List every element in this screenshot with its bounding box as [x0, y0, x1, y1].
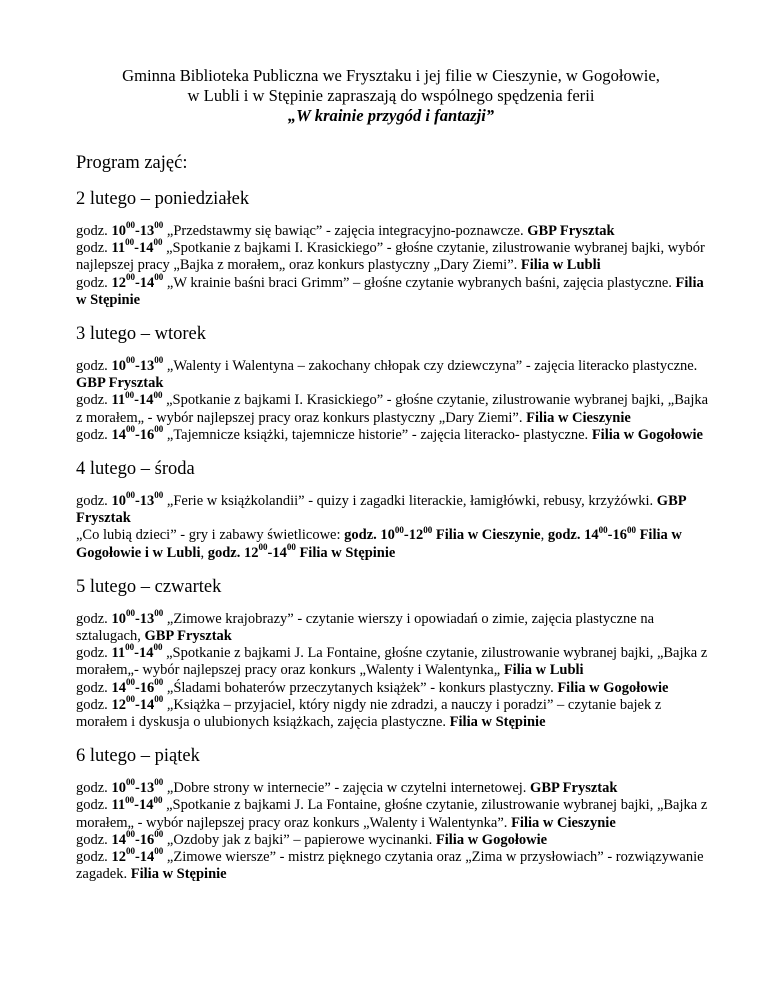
- schedule-entry: [76, 490, 712, 527]
- start-hour: 11: [111, 645, 126, 662]
- start-hour: 11: [111, 797, 126, 814]
- end-hour: 13: [139, 493, 155, 510]
- end-minute: 00: [154, 271, 164, 282]
- start-minute: 00: [125, 642, 135, 653]
- schedule-entry: [76, 355, 712, 392]
- godz-label: godz.: [76, 797, 112, 814]
- entry-description: „Książka – przyjaciel, który nigdy nie zdradzi, a nauczy i poradzi” – czytanie bajek z morałem i dyskusja o ulubionych książkach, zajęcia plastyczne.: [76, 696, 662, 731]
- start-hour: 11: [111, 392, 126, 409]
- end-minute: 00: [154, 355, 164, 366]
- start-minute: 00: [394, 524, 404, 535]
- end-minute: 00: [154, 220, 164, 231]
- entry-location: Filia w Stępinie: [130, 866, 227, 883]
- end-hour: 14: [138, 645, 154, 662]
- start-minute: 00: [125, 389, 135, 400]
- day-section: [76, 323, 712, 444]
- end-minute: 00: [626, 524, 636, 535]
- start-hour: 10: [111, 780, 126, 797]
- start-hour: 14: [111, 426, 126, 443]
- header-line-2: w Lubli i w Stępinie zapraszają do wspólnego spędzenia ferii: [187, 86, 595, 105]
- godz-label: godz.: [76, 392, 112, 409]
- schedule-entry: [76, 237, 712, 274]
- godz-label: godz.: [207, 544, 244, 561]
- end-minute: 00: [153, 389, 163, 400]
- separator: ,: [540, 527, 548, 544]
- start-hour: 12: [243, 544, 259, 561]
- schedule-entry: [76, 389, 712, 426]
- start-minute: 00: [125, 676, 135, 687]
- entry-location: GBP Frysztak: [76, 493, 686, 527]
- day-title: 5 lutego – czwartek: [76, 576, 222, 597]
- schedule-entry: [76, 777, 712, 797]
- entry-description: „Walenty i Walentyna – zakochany chłopak czy dziewczyna” - zajęcia literacko plastyczne.: [163, 358, 698, 375]
- start-hour: 12: [111, 274, 126, 291]
- end-hour: 16: [139, 426, 155, 443]
- entry-location: GBP Frysztak: [530, 780, 618, 797]
- header-line-1: Gminna Biblioteka Publiczna we Frysztaku i jej filie w Cieszynie, w Gogołowie,: [122, 66, 660, 85]
- schedule-entry: [76, 608, 712, 645]
- end-hour: 14: [138, 392, 154, 409]
- day-section: [76, 745, 712, 883]
- entry-location: Filia w Lubli: [520, 257, 601, 274]
- separator: ,: [200, 544, 208, 561]
- start-hour: 10: [111, 493, 126, 510]
- end-hour: 16: [612, 527, 627, 544]
- entry-description: „Spotkanie z bajkami J. La Fontaine, głośne czytanie, zilustrowanie wybranej bajki, „Bajka z morałem„- wybór najlepszej pracy oraz konkurs „Walenty i Walentynka„: [76, 645, 708, 679]
- time-range: $11^{00}-14^{00}$: [111, 389, 163, 409]
- godz-label: godz.: [547, 527, 585, 544]
- end-minute: 00: [154, 424, 164, 434]
- schedule-entry: [76, 271, 712, 309]
- start-minute: 00: [125, 220, 135, 231]
- schedule-entry: [76, 794, 712, 831]
- start-minute: 00: [125, 424, 135, 434]
- entry-description: „Przedstawmy się bawiąc” - zajęcia integracyjno-poznawcze.: [163, 223, 528, 239]
- day-title: 3 lutego – wtorek: [76, 324, 206, 345]
- time-range: $10^{00}-13^{00}$: [111, 355, 164, 375]
- schedule-entry: [76, 424, 712, 444]
- godz-label: godz.: [76, 780, 112, 797]
- godz-label: godz.: [76, 223, 112, 239]
- entry-description: „Ozdoby jak z bajki” – papierowe wycinanki.: [163, 831, 436, 848]
- godz-label: godz.: [76, 849, 112, 866]
- end-hour: 13: [139, 780, 155, 797]
- end-hour: 16: [139, 831, 155, 848]
- end-hour: 14: [139, 849, 155, 866]
- time-range: $14^{00}-16^{00}$: [111, 424, 164, 443]
- entry-location: Filia w Stępinie: [449, 714, 546, 731]
- entry-description: „Ferie w książkolandii” - quizy i zagadki literackie, łamigłówki, rebusy, krzyżówki.: [163, 493, 657, 510]
- start-hour: 10: [380, 527, 395, 544]
- end-minute: 00: [153, 237, 163, 248]
- start-minute: 00: [125, 846, 135, 857]
- entry-location: Filia w Gogołowie: [591, 426, 703, 443]
- end-hour: 12: [408, 527, 424, 544]
- entry-description: „Spotkanie z bajkami I. Krasickiego” - głośne czytanie, zilustrowanie wybranej bajki, „Bajka z morałem„ - wybór najlepszej pracy oraz konkurs plastyczny „Dary Ziemi”.: [76, 392, 709, 426]
- schedule: [76, 188, 712, 883]
- time-range: $14^{00}-16^{00}$: [111, 676, 164, 696]
- day-section: [76, 458, 712, 562]
- godz-label: godz.: [76, 645, 112, 662]
- entry-description: „Spotkanie z bajkami I. Krasickiego” - głośne czytanie, zilustrowanie wybranej bajki, wybór najlepszej pracy „Bajka z morałem„ oraz konkurs plastyczny „Dary Ziemi”.: [76, 240, 705, 274]
- time-range: $10^{00}-13^{00}$: [111, 220, 164, 239]
- end-hour: 14: [138, 797, 154, 814]
- day-title: 6 lutego – piątek: [76, 746, 200, 767]
- start-hour: 14: [111, 831, 126, 848]
- godz-label: godz.: [76, 274, 112, 291]
- godz-label: godz.: [76, 610, 112, 627]
- time-range: $10^{00}-12^{00}$: [380, 524, 433, 544]
- godz-label: godz.: [344, 527, 381, 544]
- start-minute: 00: [598, 524, 608, 535]
- end-hour: 13: [139, 358, 155, 375]
- time-range: $11^{00}-14^{00}$: [111, 642, 163, 662]
- end-minute: 00: [154, 608, 164, 619]
- godz-label: godz.: [76, 358, 112, 375]
- time-range: $10^{00}-13^{00}$: [111, 777, 164, 797]
- start-hour: 12: [111, 849, 126, 866]
- entry-location: GBP Frysztak: [527, 223, 615, 239]
- header: [70, 66, 712, 126]
- start-minute: 00: [125, 829, 135, 840]
- start-minute: 00: [125, 777, 135, 788]
- time-range: $12^{00}-14^{00}$: [111, 271, 164, 291]
- entry-description: „Co lubią dzieci” - gry i zabawy świetlicowe:: [76, 527, 345, 544]
- end-hour: 16: [139, 679, 155, 696]
- start-hour: 10: [111, 358, 126, 375]
- end-minute: 00: [153, 642, 163, 653]
- time-range: $12^{00}-14^{00}$: [111, 846, 164, 866]
- start-hour: 10: [111, 223, 126, 239]
- day-section: [76, 188, 712, 309]
- end-minute: 00: [286, 541, 296, 552]
- entry-description: „Śladami bohaterów przeczytanych książek” - konkurs plastyczny.: [163, 679, 558, 696]
- program-title: Program zajęć:: [76, 153, 188, 173]
- time-range: $14^{00}-16^{00}$: [111, 829, 164, 848]
- entry-location: Filia w Gogołowie i w Lubli: [76, 527, 682, 561]
- end-minute: 00: [154, 846, 164, 857]
- start-hour: 14: [111, 679, 126, 696]
- end-hour: 13: [139, 610, 155, 627]
- time-range: $14^{00}-16^{00}$: [584, 524, 636, 544]
- entry-description: „Zimowe krajobrazy” - czytanie wierszy i opowiadań o zimie, zajęcia plastyczne na sztalugach,: [76, 610, 655, 645]
- godz-label: godz.: [76, 493, 112, 510]
- godz-label: godz.: [76, 679, 112, 696]
- start-hour: 10: [111, 610, 126, 627]
- start-hour: 14: [584, 527, 599, 544]
- godz-label: godz.: [76, 240, 112, 257]
- time-range: $11^{00}-14^{00}$: [111, 794, 163, 814]
- end-minute: 00: [423, 524, 433, 535]
- end-hour: 14: [138, 240, 154, 257]
- entry-location: Filia w Gogołowie: [557, 679, 669, 696]
- entry-location: Filia w Stępinie: [299, 544, 396, 561]
- end-hour: 14: [139, 696, 155, 713]
- day-section: [76, 576, 712, 731]
- entry-description: „Tajemnicze książki, tajemnicze historie” - zajęcia literacko- plastyczne.: [163, 426, 592, 443]
- time-range: $10^{00}-13^{00}$: [111, 490, 164, 510]
- start-hour: 12: [111, 696, 126, 713]
- start-minute: 00: [258, 541, 268, 552]
- start-minute: 00: [125, 237, 135, 248]
- day-title: 4 lutego – środa: [76, 459, 195, 480]
- entry-location: Filia w Cieszynie: [526, 409, 631, 426]
- start-minute: 00: [125, 694, 135, 705]
- schedule-entry: [76, 694, 712, 731]
- time-range: $10^{00}-13^{00}$: [111, 608, 164, 627]
- entry-location: Filia w Cieszynie: [511, 814, 616, 831]
- entry-location: Filia w Gogołowie: [435, 831, 548, 848]
- end-hour: 14: [139, 274, 155, 291]
- godz-label: godz.: [76, 696, 112, 713]
- entry-location: GBP Frysztak: [144, 628, 232, 645]
- end-minute: 00: [154, 676, 164, 687]
- entry-location: GBP Frysztak: [76, 375, 164, 392]
- end-minute: 00: [154, 490, 164, 501]
- entry-location: Filia w Cieszynie: [435, 527, 541, 544]
- schedule-entry: [76, 829, 712, 849]
- header-theme: „W krainie przygód i fantazji”: [287, 106, 495, 125]
- entry-description: „Zimowe wiersze” - mistrz pięknego czytania oraz „Zima w przysłowiach” - rozwiązywanie zagadek.: [76, 849, 704, 883]
- end-minute: 00: [153, 794, 163, 805]
- entry-description: „Dobre strony w internecie” - zajęcia w czytelni internetowej.: [163, 780, 531, 797]
- entry-location: Filia w Lubli: [503, 662, 584, 679]
- godz-label: godz.: [76, 831, 112, 848]
- schedule-entry: [76, 220, 712, 240]
- godz-label: godz.: [76, 426, 112, 443]
- start-minute: 00: [125, 608, 135, 619]
- entry-description: „W krainie baśni braci Grimm” – głośne czytanie wybranych baśni, zajęcia plastyczne.: [163, 274, 676, 291]
- end-minute: 00: [154, 694, 164, 705]
- start-minute: 00: [125, 490, 135, 501]
- schedule-entry: [76, 676, 712, 697]
- entry-location: Filia w Stępinie: [76, 274, 704, 308]
- end-hour: 13: [139, 223, 155, 239]
- time-range: $12^{00}-14^{00}$: [111, 694, 164, 713]
- end-minute: 00: [154, 777, 164, 788]
- schedule-entry: [76, 524, 712, 561]
- time-range: $12^{00}-14^{00}$: [243, 541, 296, 561]
- time-range: $11^{00}-14^{00}$: [111, 237, 163, 257]
- start-minute: 00: [125, 271, 135, 282]
- schedule-entry: [76, 846, 712, 883]
- start-minute: 00: [125, 794, 135, 805]
- schedule-entry: [76, 642, 712, 679]
- day-title: 2 lutego – poniedziałek: [76, 189, 250, 209]
- end-hour: 14: [272, 544, 287, 561]
- start-minute: 00: [125, 355, 135, 366]
- end-minute: 00: [154, 829, 164, 840]
- start-hour: 11: [111, 240, 126, 257]
- entry-description: „Spotkanie z bajkami J. La Fontaine, głośne czytanie, zilustrowanie wybranej bajki, „Bajka z morałem„ - wybór najlepszej pracy oraz konkurs „Walenty i Walentynka”.: [76, 797, 708, 831]
